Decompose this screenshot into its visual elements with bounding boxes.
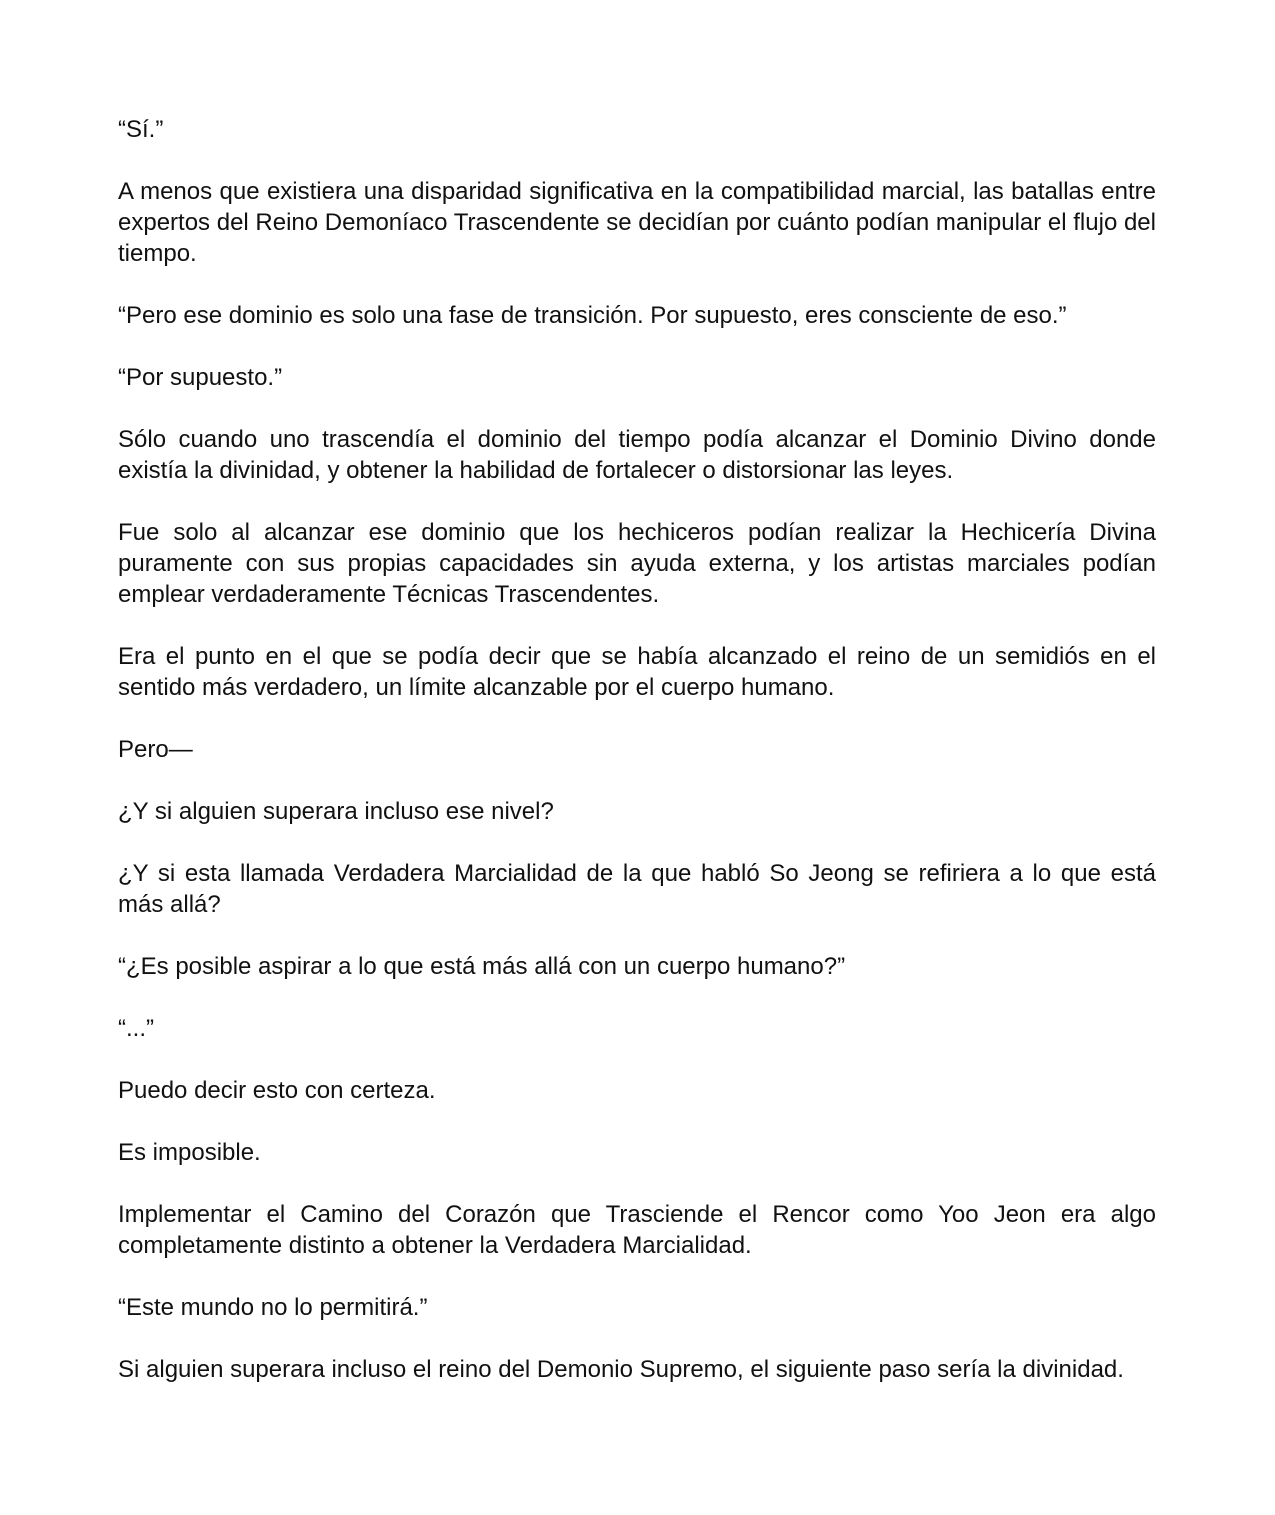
document-page bbox=[118, 114, 1156, 1416]
paragraph: “Este mundo no lo permitirá.” bbox=[118, 1294, 428, 1321]
paragraph: “...” bbox=[118, 1015, 154, 1042]
paragraph: A menos que existiera una disparidad significativa en la compatibilidad marcial, las batallas entre expertos del Reino Demoníaco Trascendente se decidían por cuánto podían manipular el flujo del tiempo. bbox=[118, 178, 1156, 267]
paragraph: Pero— bbox=[118, 736, 193, 763]
paragraph: ¿Y si esta llamada Verdadera Marcialidad de la que habló So Jeong se refiriera a lo que está más allá? bbox=[118, 860, 1156, 918]
paragraph: “Por supuesto.” bbox=[118, 364, 283, 391]
paragraph: Sólo cuando uno trascendía el dominio del tiempo podía alcanzar el Dominio Divino donde existía la divinidad, y obtener la habilidad de fortalecer o distorsionar las leyes. bbox=[118, 426, 1156, 484]
paragraph: Es imposible. bbox=[118, 1139, 261, 1166]
paragraph: Era el punto en el que se podía decir que se había alcanzado el reino de un semidiós en el sentido más verdadero, un límite alcanzable por el cuerpo humano. bbox=[118, 643, 1156, 701]
paragraph: “Sí.” bbox=[118, 116, 164, 143]
paragraph: Si alguien superara incluso el reino del Demonio Supremo, el siguiente paso sería la divinidad. bbox=[118, 1356, 1124, 1383]
paragraph: Implementar el Camino del Corazón que Trasciende el Rencor como Yoo Jeon era algo completamente distinto a obtener la Verdadera Marcialidad. bbox=[118, 1201, 1156, 1259]
paragraph: Fue solo al alcanzar ese dominio que los hechiceros podían realizar la Hechicería Divina puramente con sus propias capacidades sin ayuda externa, y los artistas marciales podían emplear verdaderamente Técnicas Trascendentes. bbox=[118, 519, 1156, 608]
paragraph: “Pero ese dominio es solo una fase de transición. Por supuesto, eres consciente de eso.” bbox=[118, 302, 1067, 329]
paragraph: Puedo decir esto con certeza. bbox=[118, 1077, 436, 1104]
paragraph: “¿Es posible aspirar a lo que está más allá con un cuerpo humano?” bbox=[118, 953, 846, 980]
paragraph: ¿Y si alguien superara incluso ese nivel? bbox=[118, 798, 554, 825]
